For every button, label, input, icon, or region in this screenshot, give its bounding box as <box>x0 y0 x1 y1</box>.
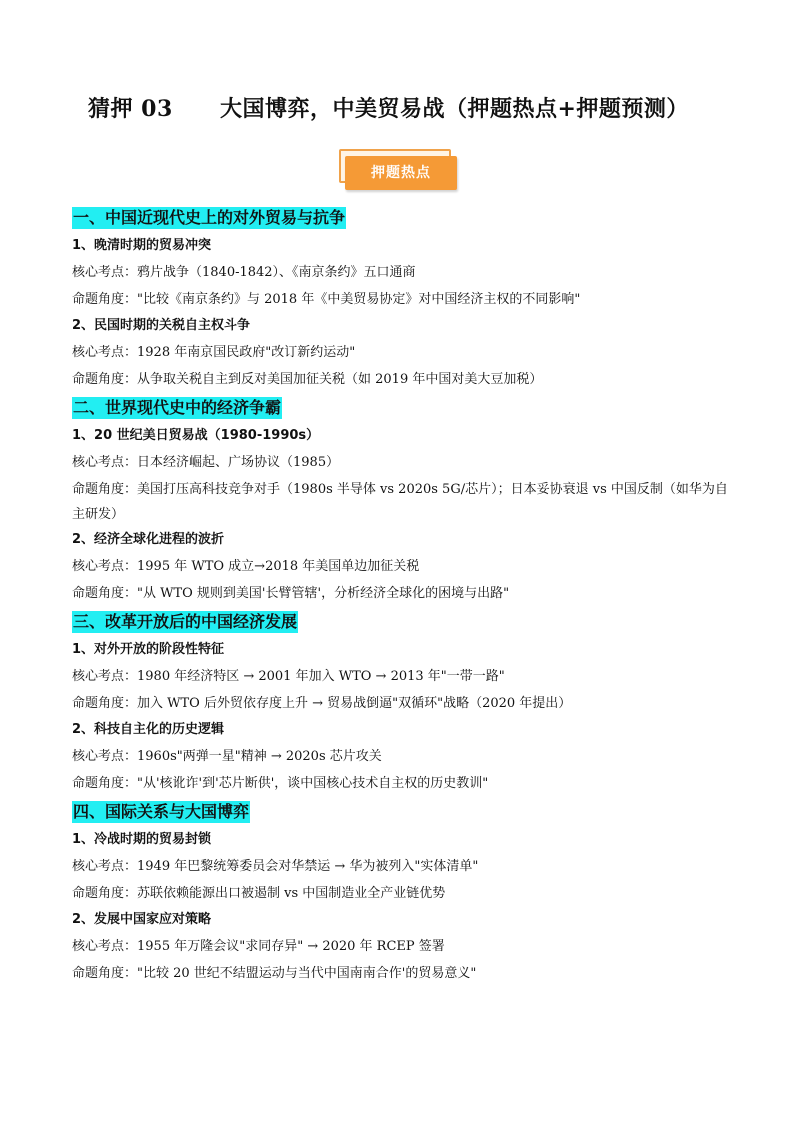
content-body <box>72 207 732 991</box>
question-angle-line: 命题角度：苏联依赖能源出口被遏制 vs 中国制造业全产业链优势 <box>72 886 446 901</box>
hot-topics-badge <box>339 149 459 191</box>
section-3 <box>72 611 732 793</box>
badge-label: 押题热点 <box>345 156 457 190</box>
question-angle-line: 命题角度：从争取关税自主到反对美国加征关税（如 2019 年中国对美大豆加税） <box>72 372 543 387</box>
subsection-heading: 1、对外开放的阶段性特征 <box>72 642 225 657</box>
question-angle-line: 命题角度：加入 WTO 后外贸依存度上升 → 贸易战倒逼"双循环"战略（2020 年提出） <box>72 696 572 711</box>
section-2 <box>72 397 732 603</box>
question-angle-line: 命题角度："比较《南京条约》与 2018 年《中美贸易协定》对中国经济主权的不同影响" <box>72 292 581 307</box>
subsection-heading: 2、科技自主化的历史逻辑 <box>72 722 225 737</box>
question-angle-line: 命题角度："从 WTO 规则到美国'长臂管辖'，分析经济全球化的困境与出路" <box>72 586 510 601</box>
key-point-line: 核心考点：1949 年巴黎统筹委员会对华禁运 → 华为被列入"实体清单" <box>72 859 479 874</box>
section-heading: 二、世界现代史中的经济争霸 <box>73 398 282 417</box>
question-angle-line: 命题角度："比较 20 世纪不结盟运动与当代中国南南合作'的贸易意义" <box>72 966 477 981</box>
page-title <box>88 94 728 124</box>
section-heading: 三、改革开放后的中国经济发展 <box>73 612 298 631</box>
title-number: 猜押 03 <box>88 96 173 122</box>
section-heading: 四、国际关系与大国博弈 <box>73 802 250 821</box>
section-heading: 一、中国近现代史上的对外贸易与抗争 <box>73 208 346 227</box>
key-point-line: 核心考点：1928 年南京国民政府"改订新约运动" <box>72 345 356 360</box>
subsection-heading: 2、发展中国家应对策略 <box>72 912 212 927</box>
subsection-heading: 1、晚清时期的贸易冲突 <box>72 238 212 253</box>
title-text: 大国博弈，中美贸易战（押题热点+押题预测） <box>220 96 689 122</box>
question-angle-line: 命题角度：美国打压高科技竞争对手（1980s 半导体 vs 2020s 5G/芯片）；日本妥协衰退 vs 中国反制（如华为自主研发） <box>72 482 728 522</box>
key-point-line: 核心考点：1995 年 WTO 成立→2018 年美国单边加征关税 <box>72 559 420 574</box>
key-point-line: 核心考点：1980 年经济特区 → 2001 年加入 WTO → 2013 年"一带一路" <box>72 669 505 684</box>
key-point-line: 核心考点：1955 年万隆会议"求同存异" → 2020 年 RCEP 签署 <box>72 939 445 954</box>
question-angle-line: 命题角度："从'核讹诈'到'芯片断供'，谈中国核心技术自主权的历史教训" <box>72 776 489 791</box>
subsection-heading: 2、经济全球化进程的波折 <box>72 532 225 547</box>
key-point-line: 核心考点：1960s"两弹一星"精神 → 2020s 芯片攻关 <box>72 749 382 764</box>
key-point-line: 核心考点：鸦片战争（1840-1842）、《南京条约》五口通商 <box>72 265 416 280</box>
section-4 <box>72 801 732 983</box>
subsection-heading: 1、20 世纪美日贸易战（1980-1990s） <box>72 428 320 443</box>
subsection-heading: 1、冷战时期的贸易封锁 <box>72 832 212 847</box>
key-point-line: 核心考点：日本经济崛起、广场协议（1985） <box>72 455 340 470</box>
section-1 <box>72 207 732 389</box>
subsection-heading: 2、民国时期的关税自主权斗争 <box>72 318 251 333</box>
